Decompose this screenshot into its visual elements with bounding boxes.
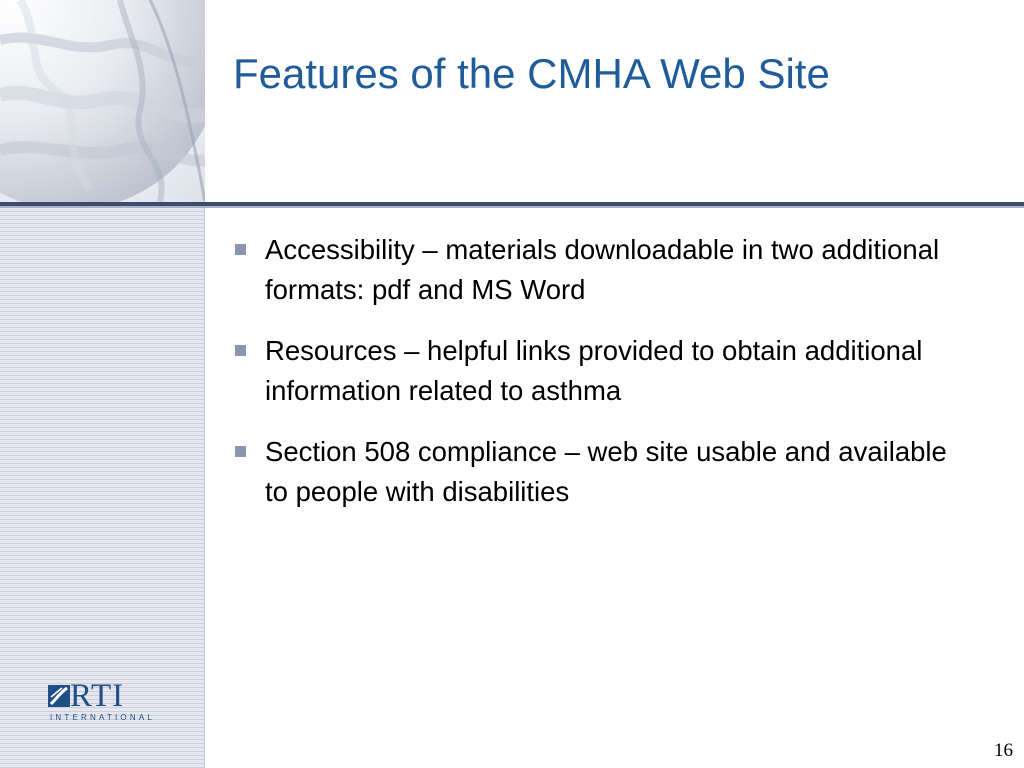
header-rule-shadow xyxy=(0,206,1024,208)
list-item xyxy=(233,331,963,411)
bullet-text: Resources – helpful links provided to obtain additional information related to asthma xyxy=(265,335,923,406)
square-bullet-icon xyxy=(235,446,246,457)
globe-image xyxy=(0,0,205,202)
logo-wordmark: RTI xyxy=(70,678,125,714)
rti-logo xyxy=(48,678,158,725)
bullet-list xyxy=(233,230,963,533)
square-bullet-icon xyxy=(235,345,246,356)
rti-swoosh-icon xyxy=(48,685,70,707)
bullet-text: Accessibility – materials downloadable in two additional formats: pdf and MS Word xyxy=(265,234,940,305)
bullet-text: Section 508 compliance – web site usable and available to people with disabilities xyxy=(265,436,947,507)
list-item xyxy=(233,432,963,512)
list-item xyxy=(233,230,963,310)
logo-subtitle: INTERNATIONAL xyxy=(50,713,156,722)
page-number: 16 xyxy=(994,740,1013,761)
square-bullet-icon xyxy=(235,244,246,255)
slide-title: Features of the CMHA Web Site xyxy=(233,50,830,97)
